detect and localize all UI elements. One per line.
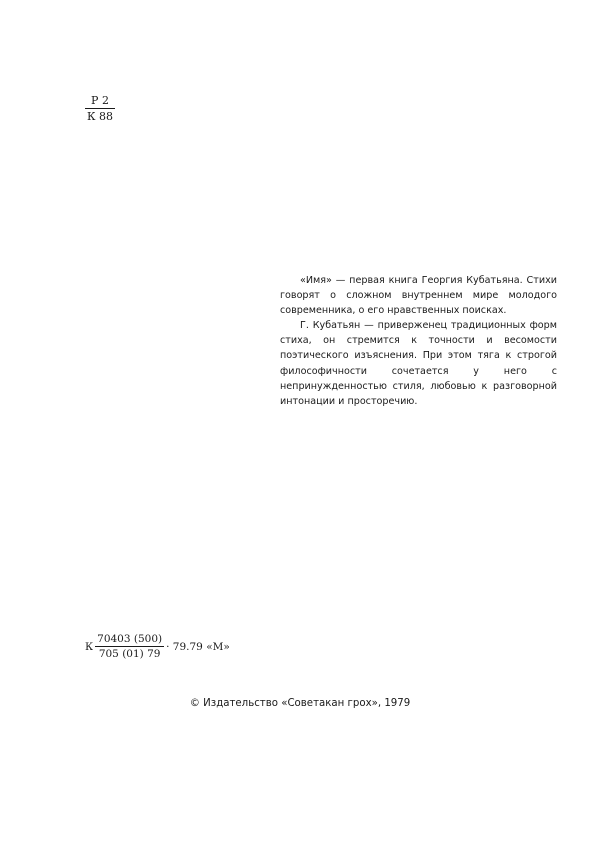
index-numerator: 70403 (500): [97, 633, 163, 645]
annotation-block: [280, 273, 557, 409]
index-fraction: [95, 633, 164, 660]
classification-index: [85, 94, 115, 123]
annotation-paragraph: Г. Кубатьян — приверженец традиционных форм стиха, он стремится к точности и весомости поэтического изъяснения. При этом тяга к строгой философичности сочетается у него с непринужденностью стиля, любовью к разговорной интонации и просторечию.: [280, 320, 557, 407]
publication-index: [85, 633, 230, 660]
annotation-paragraph: «Имя» — первая книга Георгия Кубатьяна. Стихи говорят о сложном внутреннем мире молодого современника, о его нравственных поисках.: [280, 275, 557, 317]
index-denominator: 705 (01) 79: [98, 648, 161, 660]
index-prefix: К: [85, 640, 94, 653]
index-suffix: · 79.79 «М»: [166, 640, 230, 653]
copyright-line: © Издательство «Советакан грох», 1979: [189, 698, 411, 709]
classification-denominator: К 88: [87, 110, 114, 123]
classification-numerator: Р 2: [91, 94, 109, 107]
